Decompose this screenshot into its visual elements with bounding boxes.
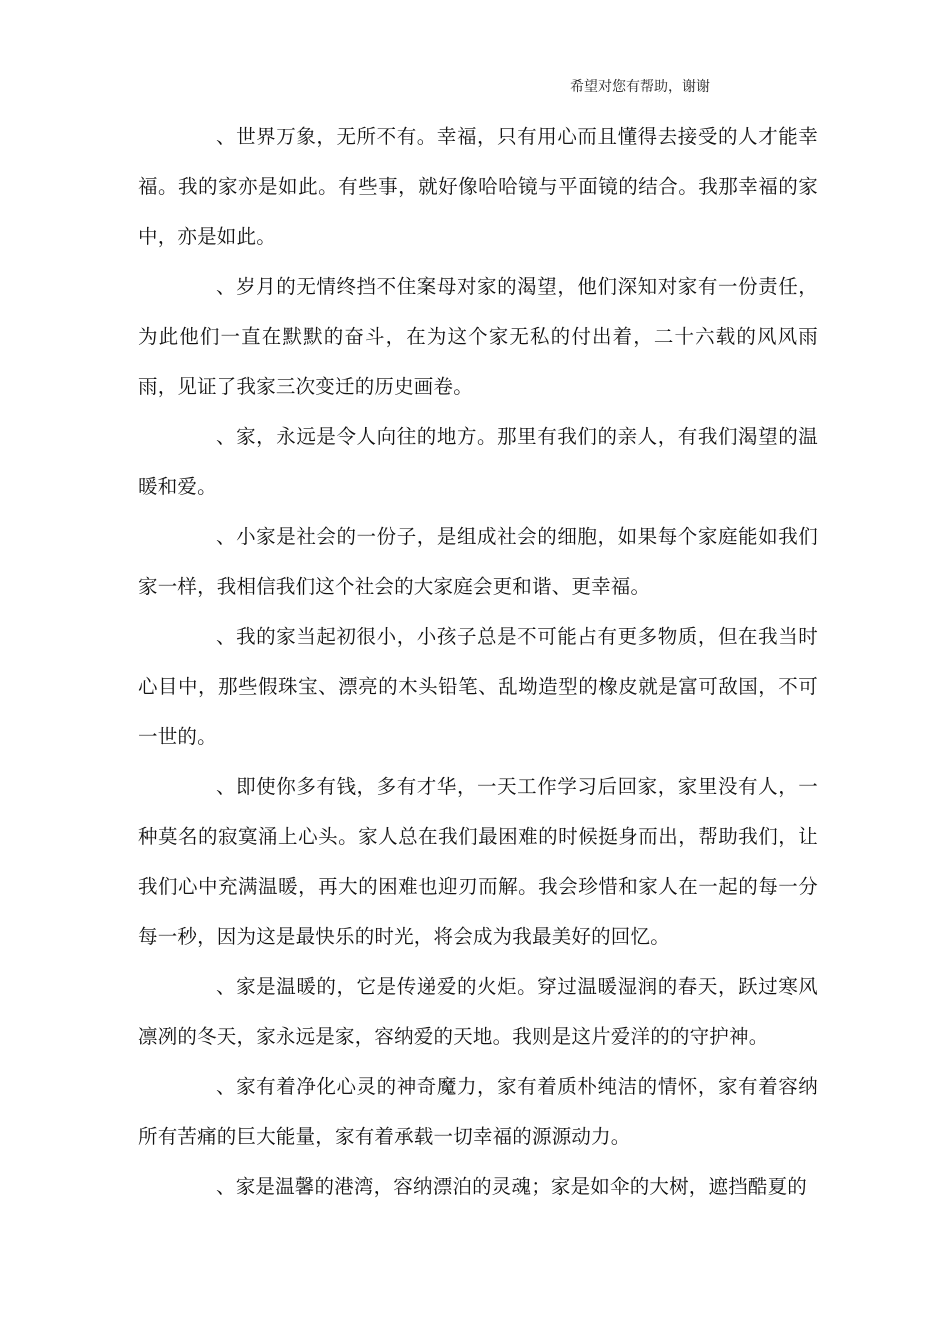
paragraph: 、家是温暖的，它是传递爱的火炬。穿过温暖湿润的春天，跃过寒风凛冽的冬天，家永远是家，容纳爱的天地。我则是这片爱洋的的守护神。 — [138, 975, 818, 1048]
paragraph: 、世界万象，无所不有。幸福，只有用心而且懂得去接受的人才能幸福。我的家亦是如此。有些事，就好像哈哈镜与平面镜的结合。我那幸福的家中，亦是如此。 — [138, 125, 818, 248]
document-body — [138, 112, 818, 1212]
paragraph: 、家是温馨的港湾，容纳漂泊的灵魂；家是如伞的大树，遮挡酷夏的 — [216, 1175, 808, 1198]
paragraph: 、家，永远是令人向往的地方。那里有我们的亲人，有我们渴望的温暖和爱。 — [138, 425, 818, 498]
paragraph: 、我的家当起初很小，小孩子总是不可能占有更多物质，但在我当时心目中，那些假珠宝、漂亮的木头铅笔、乱坳造型的橡皮就是富可敌国，不可一世的。 — [138, 625, 818, 748]
paragraph: 、岁月的无情终挡不住案母对家的渴望，他们深知对家有一份责任，为此他们一直在默默的奋斗，在为这个家无私的付出着，二十六载的风风雨雨，见证了我家三次变迁的历史画卷。 — [138, 275, 818, 398]
paragraph: 、即使你多有钱，多有才华，一天工作学习后回家，家里没有人，一种莫名的寂寞涌上心头。家人总在我们最困难的时候挺身而出，帮助我们，让我们心中充满温暖，再大的困难也迎刃而解。我会珍惜和家人在一起的每一分每一秒，因为这是最快乐的时光，将会成为我最美好的回忆。 — [138, 775, 818, 948]
paragraph: 、小家是社会的一份子，是组成社会的细胞，如果每个家庭能如我们家一样，我相信我们这个社会的大家庭会更和谐、更幸福。 — [138, 525, 818, 598]
header-note: 希望对您有帮助，谢谢 — [570, 79, 710, 95]
paragraph: 、家有着净化心灵的神奇魔力，家有着质朴纯洁的情怀，家有着容纳所有苦痛的巨大能量，家有着承载一切幸福的源源动力。 — [138, 1075, 818, 1148]
